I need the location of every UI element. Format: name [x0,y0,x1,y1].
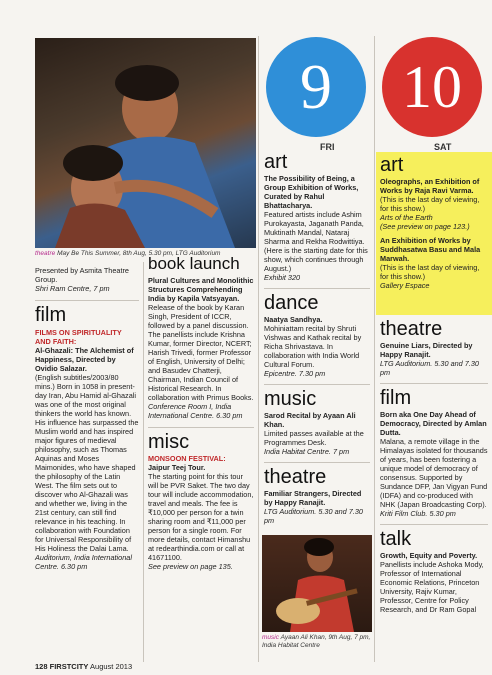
art2-description: (This is the last day of viewing, for this show.) [380,263,480,281]
book-description: Release of the book by Karan Singh, President of ICCR, followed by a panel discussion. The panellists include Krishna Kumar, former Director, NCERT; Harish Trivedi, former Professor of English, University of Delhi; and Basudev Chatterji, Chairman, Indian Council of Historical Research. In collaboration with Primus Books. [148,303,254,402]
music-photo [262,535,372,632]
art-description: (This is the last day of viewing, for this show.) [380,195,480,213]
section-heading-film: film [35,304,67,326]
film-description: (English subtitles/2003/80 mins.) Born in 1058 in present-day Iran, Abu Hamid al-Ghazali was one of the most original thinkers the world has known. His influence has surpassed the Muslim world and has inspired major figures of medieval philosophy, such as Thomas Aquinas and Moses Maimonides, who have shaped the philosophy of the Latin West. The film sets out to discover who Al-Ghazali was and whether we, living in the 21st century, can still find relevance in his teaching. In collaboration with Foundation for Universal Responsibility of His Holiness the Dalai Lama. [35,373,139,553]
presented-by: Presented by Asmita Theatre Group. [35,266,129,284]
theatre-venue: LTG Auditorium. 5.30 and 7.30 pm [264,507,363,525]
theatre-title: Genuine Liars, Directed by Happy Ranajit. [380,341,473,359]
theatre-venue: LTG Auditorium. 5.30 and 7.30 pm [380,359,479,377]
film-description: Malana, a remote village in the Himalayas isolated for thousands of years, has been fostering a unique model of democracy of consensus. Supported by Sundance DFP, Jan Vigyan Fund (IDFA) and co-produced with NHK (Japan Broadcasting Corp). [380,437,488,509]
section-heading-theatre: theatre [380,318,443,340]
theatre-title: Familiar Strangers, Directed by Happy Ranajit. [264,489,362,507]
date-circle-10: 10 [382,37,482,137]
section-heading-book-launch: book launch [148,254,240,273]
divider [380,383,488,384]
column-rule [143,262,144,662]
misc-category: MONSOON FESTIVAL: [148,454,226,463]
section-heading-art: art [264,151,288,173]
column-2 [148,254,254,571]
art-title: Oleographs, an Exhibition of Works by Raja Ravi Varma. [380,177,480,195]
dance-description: Mohiniattam recital by Shruti Vishwas and Kathak recital by Richa Shrivastava. In collaboration with India World Cultural Forum. [264,324,362,369]
section-heading-talk: talk [380,528,412,550]
music-photo-caption [262,634,372,650]
art-see-preview: (See preview on page 123.) [380,222,470,231]
music-photo-art [262,535,372,632]
footer [35,662,132,671]
dance-venue: Epicentre. 7.30 pm [264,369,326,378]
issue-date: August 2013 [90,662,133,671]
misc-title: Jaipur Teej Tour. [148,463,206,472]
music-venue: India Habitat Centre. 7 pm [264,447,350,456]
caption-label: music [262,634,279,641]
divider [380,524,488,525]
divider [35,300,139,301]
misc-see-preview: See preview on page 135. [148,562,233,571]
weekday-label: SAT [434,142,452,152]
film-title: Al-Ghazali: The Alchemist of Happiness, Directed by Ovidio Salazar. [35,346,134,373]
dance-title: Naatya Sandhya. [264,315,323,324]
column-3 [264,152,370,525]
art-title: The Possibility of Being, a Group Exhibition of Works, Curated by Rahul Bhattacharya. [264,174,359,210]
film-title: Born aka One Day Ahead of Democracy, Directed by Amlan Dutta. [380,410,487,437]
column-4 [380,155,488,290]
divider [264,462,370,463]
film-category: FILMS ON SPIRITUALITY AND FAITH: [35,328,122,346]
theatre-photo-art [35,38,256,248]
section-heading-art: art [380,154,404,176]
column-1 [35,266,139,571]
talk-title: Growth, Equity and Poverty. [380,551,478,560]
caption-text: May Be This Summer, 8th Aug, 5.30 pm, LTG Auditorium [57,250,221,257]
art2-venue: Gallery Espace [380,281,430,290]
theatre-photo [35,38,256,248]
date-circle-9: 9 [266,37,366,137]
divider [148,427,254,428]
film-venue: Auditorium, India International Centre. 6.30 pm [35,553,132,571]
divider [264,288,370,289]
talk-description: Panellists include Ashoka Mody, Professor of International Economic Relations, Princeton University, Rajiv Kumar, Professor, Centre for Policy Research, and Dr Ram Gopal [380,560,484,614]
magazine-name: FIRSTCITY [49,662,89,671]
art2-title: An Exhibition of Works by Suddhasatwa Basu and Mala Marwah. [380,236,481,263]
page-number: 128 [35,662,48,671]
book-venue: Conference Room I, India International Centre. 6.30 pm [148,402,243,420]
section-heading-theatre: theatre [264,466,327,488]
caption-label: theatre [35,250,56,257]
weekday-label: FRI [320,142,335,152]
caption-text: Ayaan Ali Khan, 9th Aug, 7 pm, India Habitat Centre [262,634,371,649]
music-description: Limited passes available at the Programmes Desk. [264,429,364,447]
book-title: Plural Cultures and Monolithic Structures Comprehending India by Kapila Vatsyayan. [148,276,254,303]
column-rule [374,36,375,662]
section-heading-misc: misc [148,431,190,453]
art-venue: Exhibit 320 [264,273,301,282]
venue: Shri Ram Centre, 7 pm [35,284,110,293]
art-description: Featured artists include Ashim Purokayasta, Jaganath Panda, Muktinath Mandal, Nataraj Sharma and Rekha Rodwittiya. (Here is the starting date for this show, which continues through August.) [264,210,368,273]
section-heading-film: film [380,387,412,409]
art-venue: Arts of the Earth [380,213,433,222]
music-title: Sarod Recital by Ayaan Ali Khan. [264,411,356,429]
film-venue: Kriti Film Club. 5.30 pm [380,509,456,518]
misc-description: The starting point for this tour will be PVR Saket. The two day tour will include accommodation, travel and meals. The fee is ₹10,000 per person for a twin sharing room and ₹11,000 per person for a single room. For more details, contact Himanshu at redearthindia.com or call at 41671100. [148,472,254,562]
column-4-lower [380,319,488,614]
section-heading-dance: dance [264,292,319,314]
divider [264,384,370,385]
column-rule [258,36,259,662]
section-heading-music: music [264,388,317,410]
